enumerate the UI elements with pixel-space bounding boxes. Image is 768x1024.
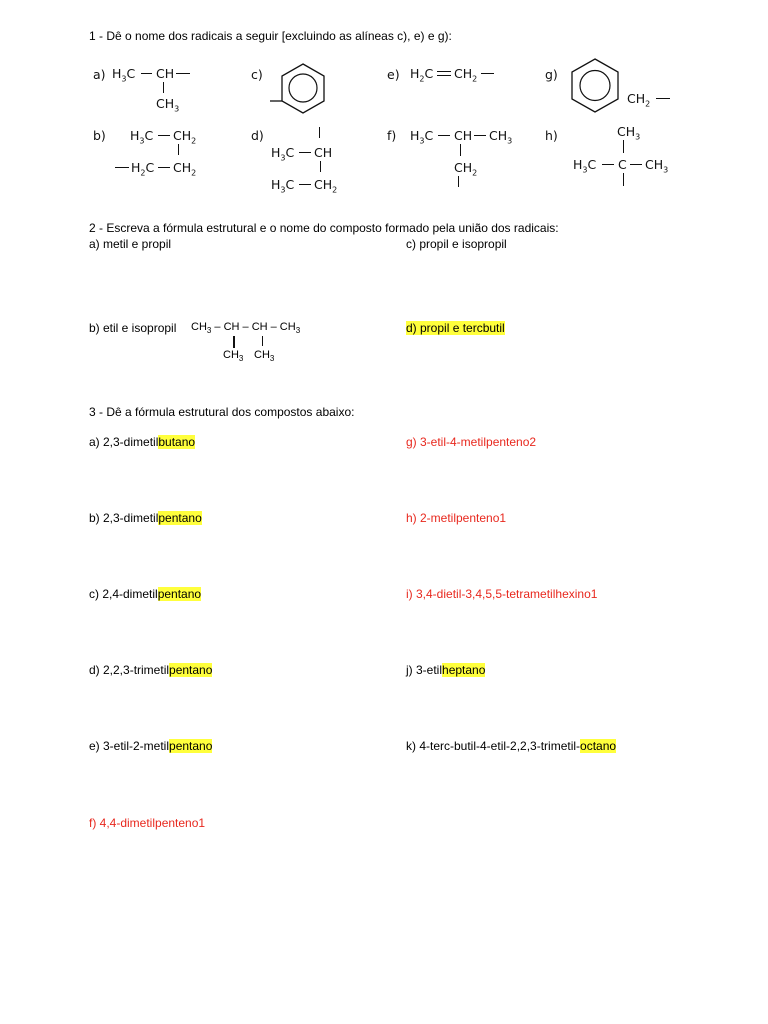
q1a-ch3: $CH_3$ — [156, 96, 180, 114]
q1f-bond1 — [438, 135, 450, 136]
q3-title: 3 - Dê a fórmula estrutural dos compostos abaixo: — [89, 405, 355, 419]
q1d-ch2: $CH_2$ — [314, 177, 338, 195]
q1d-bond3 — [299, 184, 311, 185]
q1h-bond4 — [623, 173, 624, 186]
q1-label-b: b) — [93, 128, 106, 143]
q1a-ch: CH — [156, 66, 175, 81]
q2-b-sub2: $CH_3$ — [254, 349, 275, 364]
q1f-bond2 — [474, 135, 486, 136]
q1h-ch3-top: $CH_3$ — [617, 124, 641, 142]
q1b-h2c: $H_2C$ — [131, 160, 155, 178]
q1g-ch2: $CH_2$ — [627, 91, 651, 109]
q1-title: 1 - Dê o nome dos radicais a seguir [excluindo as alíneas c), e) e g): — [89, 29, 452, 43]
q1h-c: C — [618, 157, 627, 172]
q2-b-formula: $CH_3$ – CH – CH – $CH_3$ — [191, 321, 301, 336]
q1d-bond2 — [320, 161, 321, 172]
q1f-bond4 — [458, 176, 459, 187]
q3-d: d) 2,2,3-trimetilpentano — [89, 663, 213, 677]
q1h-bond3 — [630, 164, 642, 165]
q2-c: c) propil e isopropil — [406, 237, 507, 251]
q1d-h3c-top: $H_3C$ — [271, 145, 295, 163]
q1b-ch2-top: $CH_2$ — [173, 128, 197, 146]
q1e-ch2: $CH_2$ — [454, 66, 478, 84]
q2-a: a) metil e propil — [89, 237, 172, 251]
q3-f: f) 4,4-dimetilpenteno1 — [89, 816, 206, 830]
q2-b-bond2 — [262, 336, 263, 346]
q1-label-h: h) — [545, 128, 558, 143]
q1h-bond1 — [623, 140, 624, 153]
q1h-bond2 — [602, 164, 614, 165]
q1a-h3c: $H_3C$ — [112, 66, 136, 84]
q3-j: j) 3-etilheptano — [406, 663, 486, 677]
q1f-bond3 — [460, 144, 461, 156]
q1f-h3c: $H_3C$ — [410, 128, 434, 146]
q3-e: e) 3-etil-2-metilpentano — [89, 739, 213, 753]
q1d-bond1 — [299, 152, 311, 153]
q3-b: b) 2,3-dimetilpentano — [89, 511, 202, 525]
q1-label-d: d) — [251, 128, 264, 143]
q1-label-c: c) — [251, 67, 263, 82]
q1-label-a: a) — [93, 67, 106, 82]
q1d-ch: CH — [314, 145, 333, 160]
q2-b: b) etil e isopropil — [89, 321, 177, 335]
q1b-h3c: $H_3C$ — [130, 128, 154, 146]
q3-h: h) 2-metilpenteno1 — [406, 511, 507, 525]
q2-d: d) propil e tercbutil — [406, 321, 505, 335]
q1b-bond4 — [158, 167, 170, 168]
q1g-bond — [656, 98, 670, 99]
q1f-ch2: $CH_2$ — [454, 160, 478, 178]
q1-label-e: e) — [387, 67, 400, 82]
q1-label-f: f) — [387, 128, 397, 143]
q1b-bond3 — [115, 167, 129, 168]
q3-c: c) 2,4-dimetilpentano — [89, 587, 202, 601]
q1h-ch3-right: $CH_3$ — [645, 157, 669, 175]
q1d-bond-top — [319, 127, 320, 138]
q1f-ch3: $CH_3$ — [489, 128, 513, 146]
q1-label-g: g) — [545, 67, 558, 82]
q3-k: k) 4-terc-butil-4-etil-2,2,3-trimetil-octano — [406, 739, 617, 753]
q1b-bond2 — [178, 144, 179, 155]
q1e-h2c: $H_2C$ — [410, 66, 434, 84]
q3-g: g) 3-etil-4-metilpenteno2 — [406, 435, 537, 449]
q2-title: 2 - Escreva a fórmula estrutural e o nome do composto formado pela união dos radicais: — [89, 221, 559, 235]
q3-a: a) 2,3-dimetilbutano — [89, 435, 196, 449]
q2-b-sub1: $CH_3$ — [223, 349, 244, 364]
q1b-bond1 — [158, 135, 170, 136]
q1h-h3c: $H_3C$ — [573, 157, 597, 175]
q2-b-bond1 — [233, 336, 235, 348]
q1f-ch: CH — [454, 128, 473, 143]
q3-i: i) 3,4-dietil-3,4,5,5-tetrametilhexino1 — [406, 587, 598, 601]
q1d-h3c-bottom: $H_3C$ — [271, 177, 295, 195]
q1b-ch2-bottom: $CH_2$ — [173, 160, 197, 178]
